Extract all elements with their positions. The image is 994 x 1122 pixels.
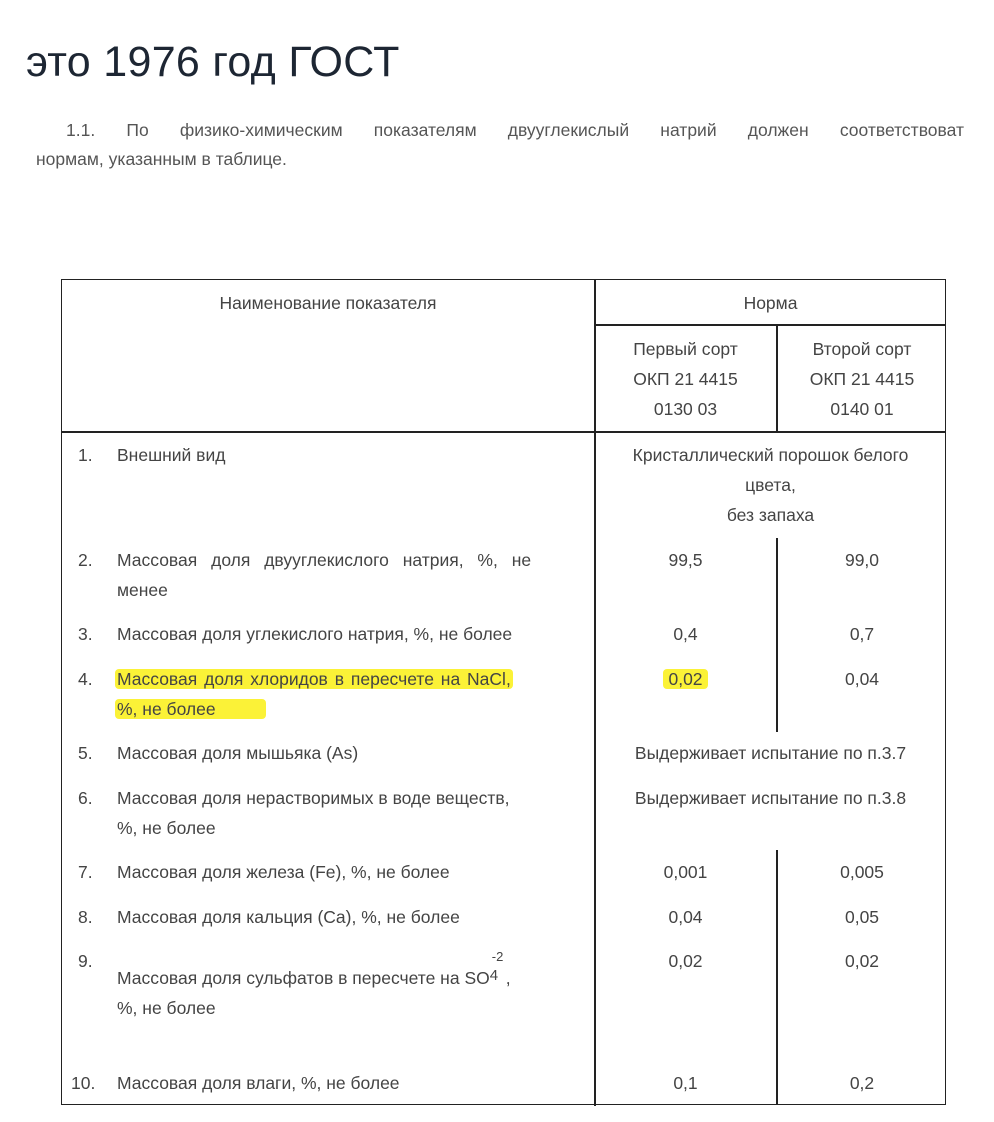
row-7-first-value: 0,001 (663, 862, 708, 882)
row-4-name-line-1 (115, 664, 513, 694)
header-bottom-divider (62, 431, 946, 433)
row-9-name-suffix: , (505, 968, 511, 988)
norm-subheader-divider (594, 324, 946, 326)
sulfate-charge: -2 (491, 949, 504, 964)
row-2-name-line-1: Массовая доля двууглекислого натрия, %, не (117, 550, 532, 570)
row-5-name: Массовая доля мышьяка (As) (117, 743, 359, 763)
row-10-number: 10. (71, 1073, 96, 1093)
row-3-name: Массовая доля углекислого натрия, %, не более (117, 624, 513, 644)
row-9-name-line-1 (117, 949, 511, 993)
row-9-first-value: 0,02 (668, 951, 703, 971)
row-9-name-prefix: Массовая доля сульфатов в пересчете на SO (117, 968, 490, 988)
row-4-second-value: 0,04 (844, 669, 880, 689)
row-2-first-value: 99,5 (668, 550, 703, 570)
row-6-name-line-1: Массовая доля нерастворимых в воде веществ, (117, 788, 510, 808)
row-3-number: 3. (78, 624, 93, 644)
row-2-second-value: 99,0 (844, 550, 880, 570)
row-10-first-value: 0,1 (673, 1073, 698, 1093)
sulfate-index: 4 (489, 967, 499, 984)
row-3-first-value: 0,4 (673, 624, 698, 644)
row-9-second-value: 0,02 (844, 951, 880, 971)
row-9-name-line-2: %, не более (117, 998, 216, 1018)
highlight-marker: Массовая доля хлоридов в пересчете на NaCl, (117, 669, 511, 689)
intro-line-2: нормам, указанным в таблице. (36, 149, 287, 169)
row-2-number: 2. (78, 550, 93, 570)
row-4-name-line-2 (115, 694, 266, 724)
row-5-number: 5. (78, 743, 93, 763)
row-6-name-line-2: %, не более (117, 818, 216, 838)
highlight-marker: 0,02 (663, 669, 707, 689)
header-first-grade-2: ОКП 21 4415 (633, 369, 738, 389)
specification-table (61, 279, 946, 1105)
row-4-number: 4. (78, 669, 93, 689)
row-10-name: Массовая доля влаги, %, не более (117, 1073, 400, 1093)
row-1-value-line-3: без запаха (726, 505, 815, 525)
header-name: Наименование показателя (219, 293, 437, 313)
row-1-value-line-2: цвета, (745, 475, 796, 495)
header-second-grade-2: ОКП 21 4415 (809, 369, 915, 389)
intro-paragraph (36, 116, 964, 174)
row-8-first-value: 0,04 (668, 907, 703, 927)
intro-line-1: 1.1. По физико-химическим показателям двууглекислый натрий должен соответствоват (66, 120, 964, 140)
header-second-grade-1: Второй сорт (812, 339, 912, 359)
row-7-second-value: 0,005 (840, 862, 884, 882)
row-1-value-line-1: Кристаллический порошок белого (632, 445, 909, 465)
row-1-name: Внешний вид (117, 445, 226, 465)
page-title: это 1976 год ГОСТ (26, 38, 400, 86)
row-4-first-value (595, 664, 776, 694)
row-7-name: Массовая доля железа (Fe), %, не более (117, 862, 450, 882)
header-first-grade-1: Первый сорт (633, 339, 738, 359)
row-3-second-value: 0,7 (849, 624, 875, 644)
row-8-second-value: 0,05 (844, 907, 880, 927)
row-8-number: 8. (78, 907, 93, 927)
row-1-number: 1. (78, 445, 93, 465)
row-6-number: 6. (78, 788, 93, 808)
header-second-grade-3: 0140 01 (830, 399, 894, 419)
row-2-name-line-2: менее (117, 580, 168, 600)
row-5-value: Выдерживает испытание по п.3.7 (634, 743, 907, 763)
row-9-number: 9. (78, 951, 93, 971)
row-6-value: Выдерживает испытание по п.3.8 (634, 788, 907, 808)
row-8-name: Массовая доля кальция (Ca), %, не более (117, 907, 460, 927)
header-first-grade-3: 0130 03 (653, 399, 718, 419)
sulfate-formula (489, 949, 506, 993)
row-10-second-value: 0,2 (849, 1073, 875, 1093)
grade-divider-rows-7-10 (776, 850, 778, 1105)
highlight-marker: %, не более (115, 699, 266, 719)
header-norm: Норма (743, 293, 798, 313)
row-7-number: 7. (78, 862, 93, 882)
